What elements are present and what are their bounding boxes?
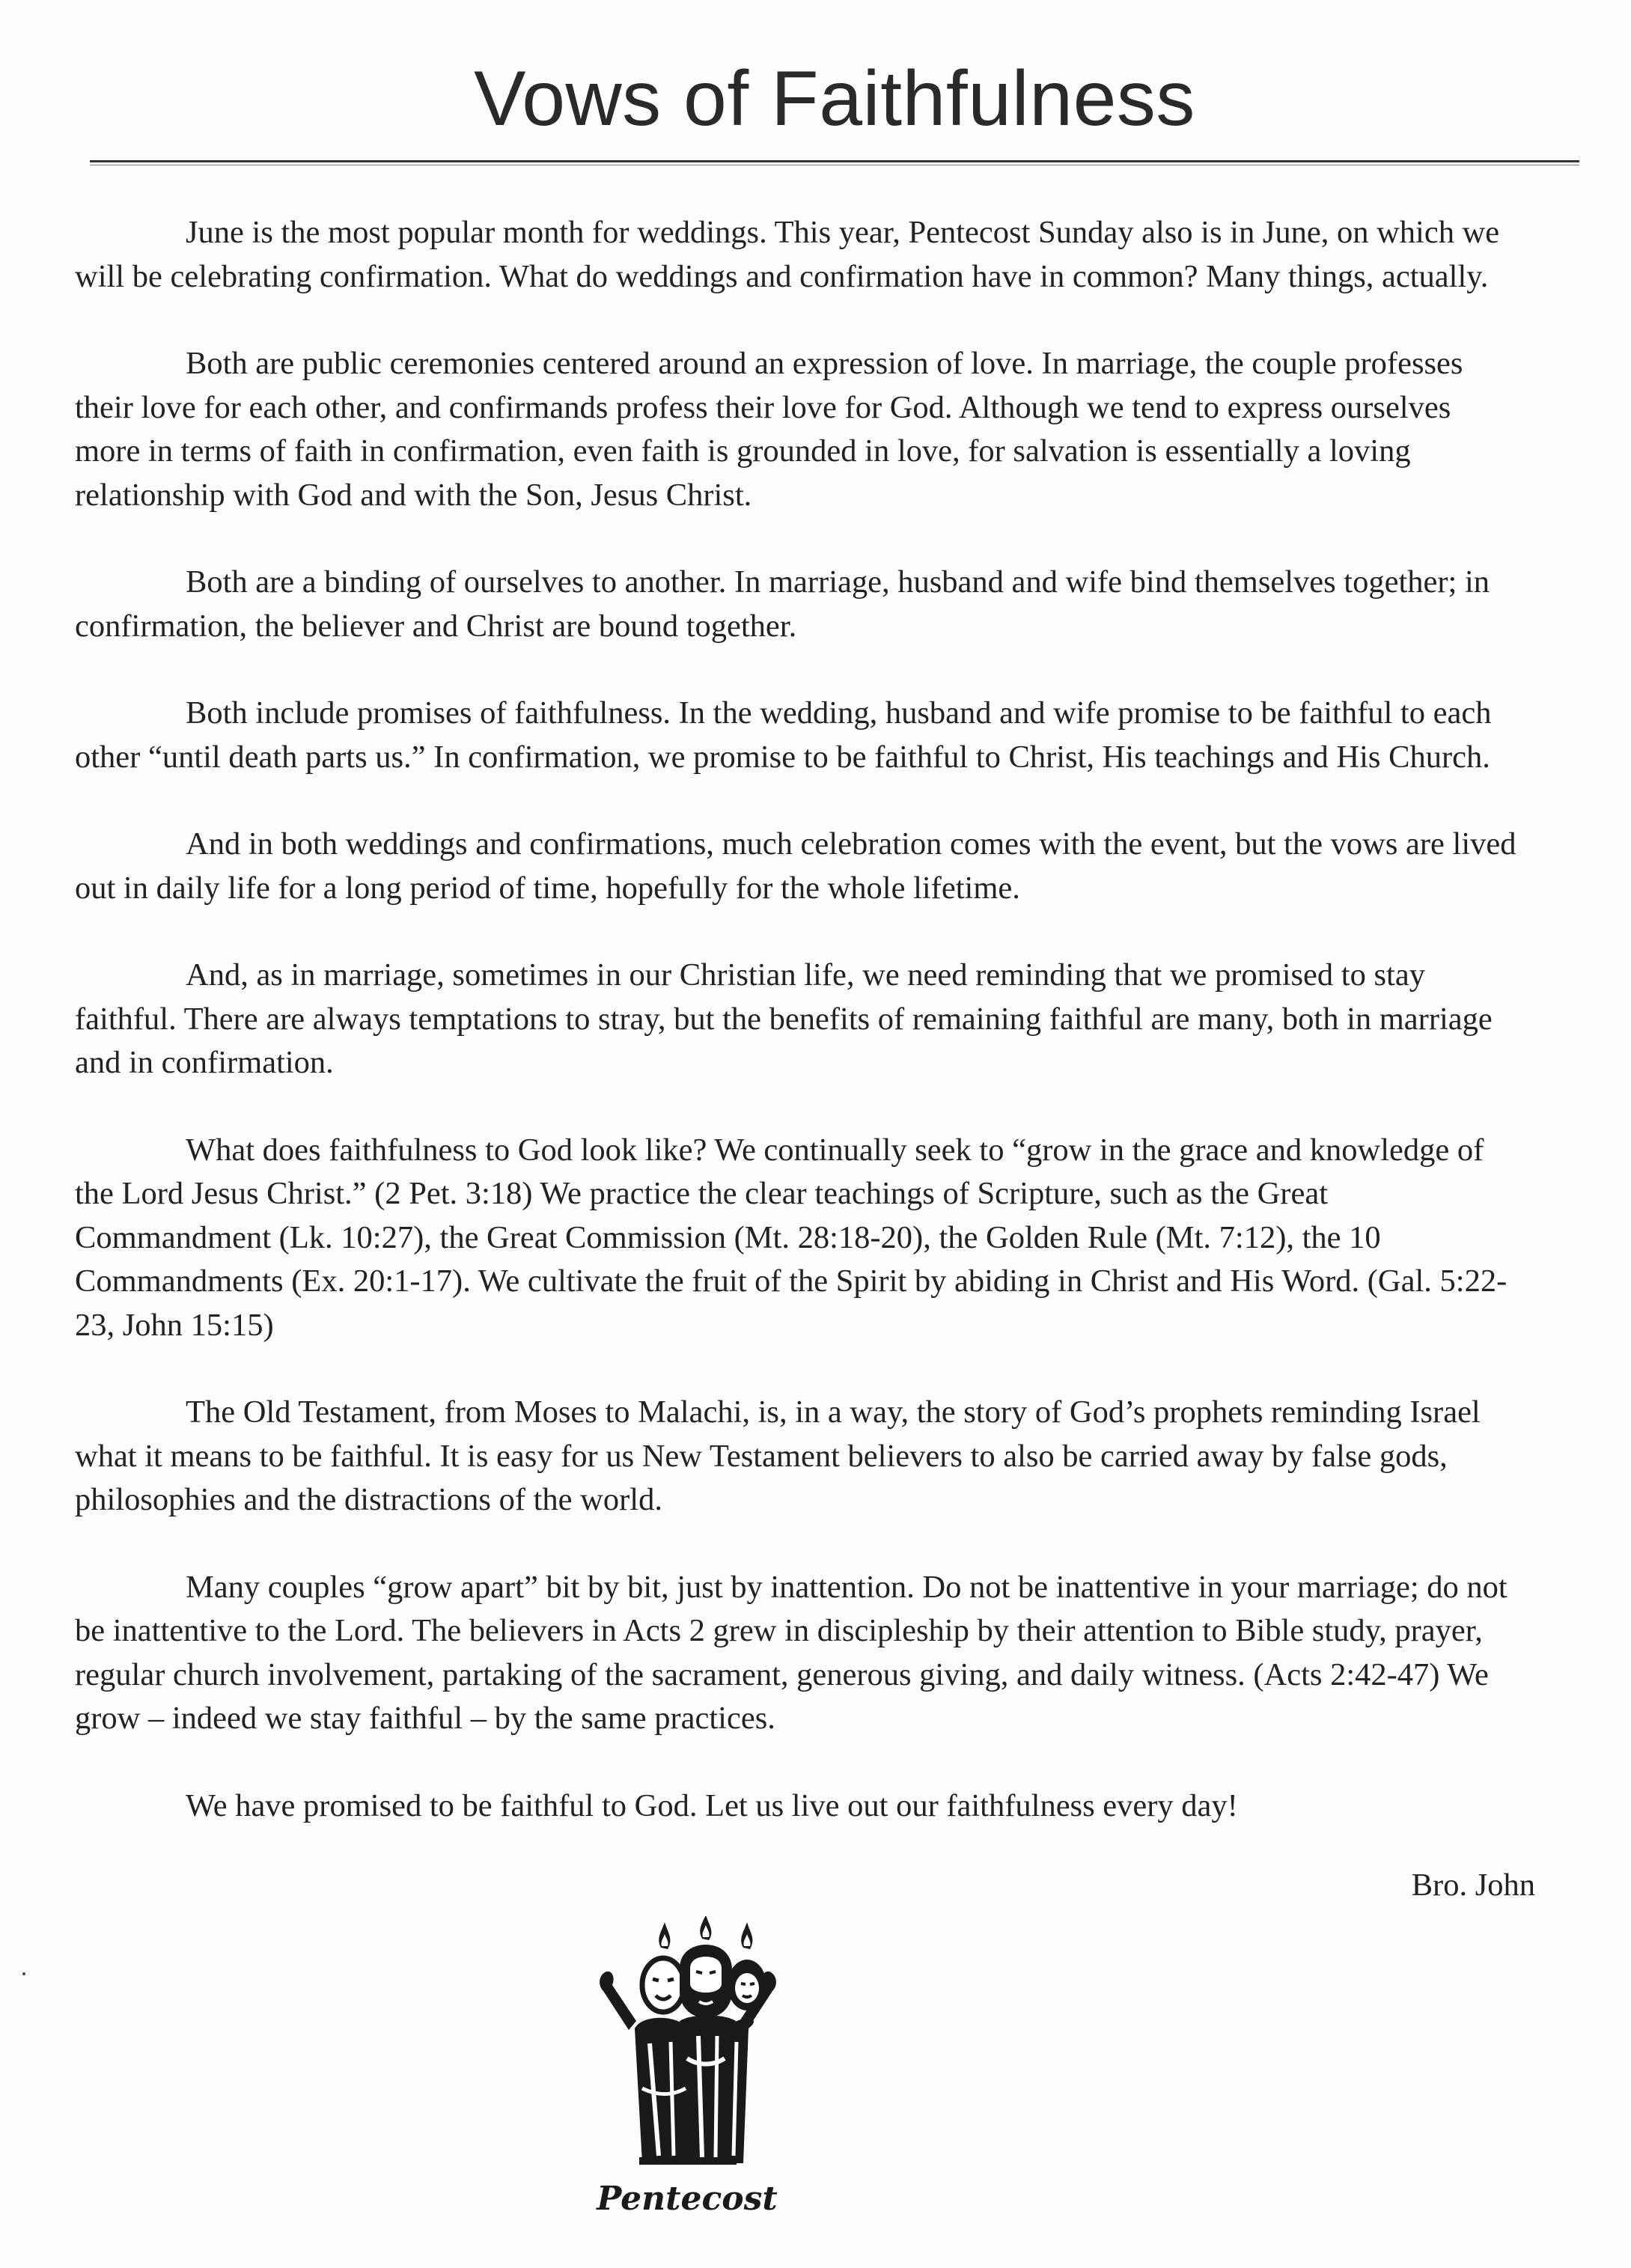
paragraph: And, as in marriage, sometimes in our Christian life, we need reminding that we promised to stay faithful. There are always temptations to stray, but the benefits of remaining faithful are many, both in marriage and in confirmation. [75,957,1493,1080]
paragraph: Many couples “grow apart” bit by bit, just by inattention. Do not be inattentive in your marriage; do not be inattentive to the Lord. The believers in Acts 2 grew in discipleship by their attention to Bible study, prayer, regular church involvement, partaking of the sacrament, generous giving, and daily witness. (Acts 2:42-47) We grow – indeed we stay faithful – by the same practices. [75,1569,1507,1736]
paragraph: June is the most popular month for weddings. This year, Pentecost Sunday also is in June, on which we will be celebrating confirmation. What do weddings and confirmation have in common? Many things, actually. [75,215,1500,294]
paragraph: Both include promises of faithfulness. In the wedding, husband and wife promise to be faithful to each other “until death parts us.” In confirmation, we promise to be faithful to Christ, His teachings and His Church. [75,695,1492,775]
page-title: Vows of Faithfulness [474,55,1195,142]
paragraph: And in both weddings and confirmations, much celebration comes with the event, but the vows are lived out in daily life for a long period of time, hopefully for the whole lifetime. [75,826,1516,906]
logo-caption: Pentecost [597,2180,778,2218]
title-rule [90,160,1579,162]
pentecost-logo [590,1916,837,2238]
paragraph: We have promised to be faithful to God. Let us live out our faithfulness every day! [186,1787,1238,1823]
paragraph: Both are a binding of ourselves to another. In marriage, husband and wife bind themselves together; in confirmation, the believer and Christ are bound together. [75,564,1490,644]
article-body [75,211,1524,1871]
pentecost-apostles-icon [590,1916,784,2178]
paragraph: The Old Testament, from Moses to Malachi, is, in a way, the story of God’s prophets reminding Israel what it means to be faithful. It is easy for us New Testament believers to also be carried away by false gods, philosophies and the distractions of the world. [75,1394,1481,1517]
signature: Bro. John [1411,1868,1535,1903]
scan-speck [22,1972,25,1975]
paragraph: Both are public ceremonies centered around an expression of love. In marriage, the couple professes their love for each other, and confirmands profess their love for God. Although we tend to express ourselves more in terms of faith in confirmation, even faith is grounded in love, for salvation is essentially a loving relationship with God and with the Son, Jesus Christ. [75,346,1463,513]
paragraph: What does faithfulness to God look like? We continually seek to “grow in the grace and knowledge of the Lord Jesus Christ.” (2 Pet. 3:18) We practice the clear teachings of Scripture, such as the Great Commandment (Lk. 10:27), the Great Commission (Mt. 28:18-20), the Golden Rule (Mt. 7:12), the 10 Commandments (Ex. 20:1-17). We cultivate the fruit of the Spirit by abiding in Christ and His Word. (Gal. 5:22-23, John 15:15) [75,1132,1507,1343]
